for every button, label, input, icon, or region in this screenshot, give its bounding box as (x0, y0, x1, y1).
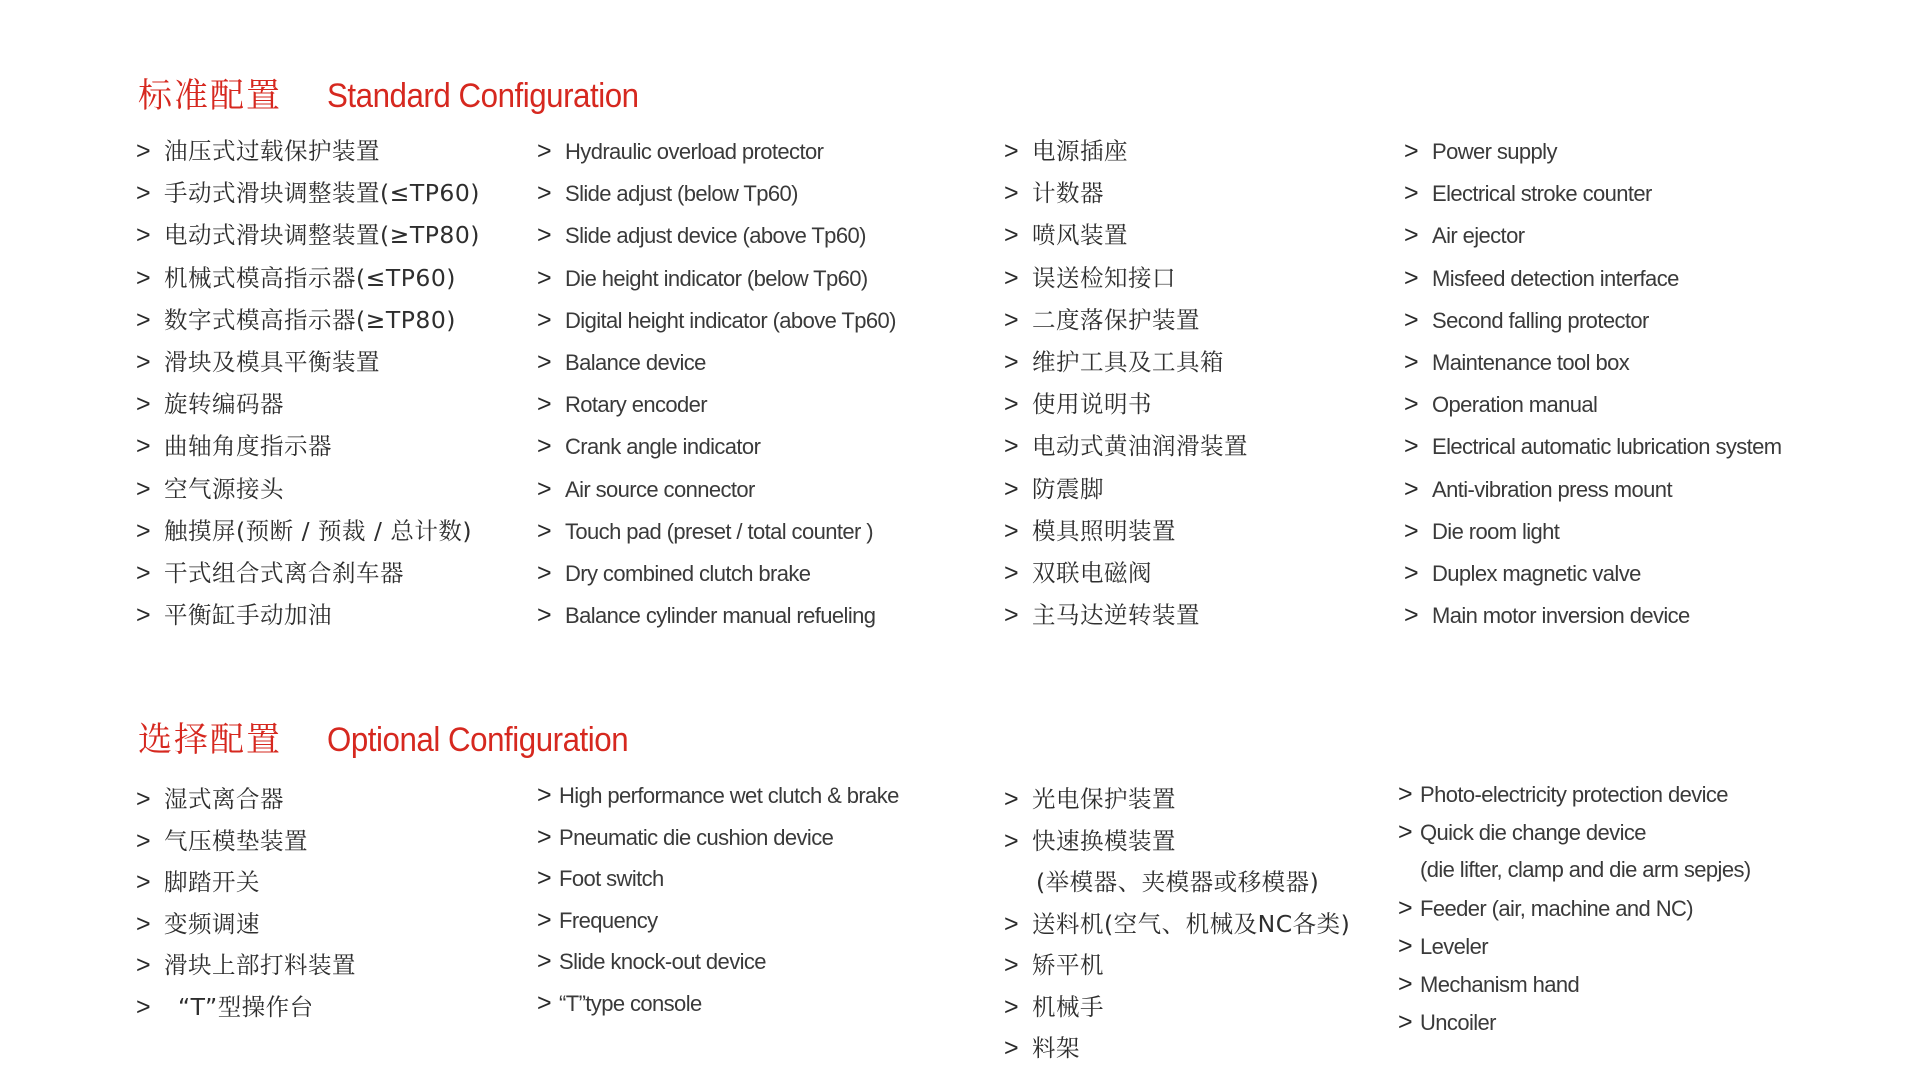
list-item: > 机械手 (1004, 987, 1350, 1029)
chevron-right-icon: > (537, 305, 552, 334)
list-item: > Misfeed detection interface (1404, 257, 1782, 299)
list-item: > Air source connector (537, 468, 896, 510)
chevron-right-icon: > (136, 137, 151, 165)
list-item: > Second falling protector (1404, 299, 1782, 341)
list-item: > Leveler (1398, 927, 1751, 965)
chevron-right-icon: > (1004, 992, 1019, 1021)
optional-title-en: Optional Configuration (327, 721, 629, 759)
chevron-right-icon: > (1004, 909, 1019, 938)
list-item: > 数字式模高指示器(≥TP80) (136, 299, 480, 341)
list-item: > Crank angle indicator (537, 425, 896, 467)
chevron-right-icon: > (1398, 970, 1413, 998)
list-item: > 喷风装置 (1004, 214, 1248, 256)
chevron-right-icon: > (1404, 558, 1419, 587)
chevron-right-icon: > (1398, 780, 1413, 808)
optional-list-col3-zh (1004, 779, 1350, 1070)
chevron-right-icon: > (136, 305, 151, 334)
chevron-right-icon: > (1404, 137, 1419, 165)
standard-list-col1-zh (136, 130, 480, 636)
chevron-right-icon: > (1004, 347, 1019, 376)
list-item: > 计数器 (1004, 172, 1248, 214)
chevron-right-icon: > (1004, 1034, 1019, 1062)
chevron-right-icon: > (1004, 179, 1019, 208)
list-item: > 气压模垫装置 (136, 821, 356, 863)
chevron-right-icon: > (1004, 305, 1019, 334)
chevron-right-icon: > (1004, 390, 1019, 419)
list-item: > 手动式滑块调整装置(≤TP60) (136, 172, 480, 214)
standard-list-col4-en (1404, 130, 1782, 636)
chevron-right-icon: > (1398, 818, 1413, 846)
chevron-right-icon: > (1004, 951, 1019, 979)
list-item: (举模器、夹模器或移模器) (1036, 868, 1320, 896)
list-item: > 滑块及模具平衡装置 (136, 341, 480, 383)
chevron-right-icon: > (537, 347, 552, 376)
chevron-right-icon: > (1404, 390, 1419, 419)
chevron-right-icon: > (136, 432, 151, 461)
chevron-right-icon: > (136, 474, 151, 503)
list-item: > Feeder (air, machine and NC) (1398, 889, 1751, 927)
chevron-right-icon: > (1004, 516, 1019, 545)
optional-title-zh: 选择配置 (138, 720, 282, 760)
chevron-right-icon: > (537, 432, 552, 461)
list-item: > 电动式黄油润滑装置 (1004, 425, 1248, 467)
list-item: > Quick die change device (1398, 813, 1751, 851)
chevron-right-icon: > (537, 474, 552, 503)
chevron-right-icon: > (136, 601, 151, 630)
list-item: > 触摸屏(预断 / 预裁 / 总计数) (136, 510, 480, 552)
chevron-right-icon: > (136, 868, 151, 896)
chevron-right-icon: > (537, 390, 552, 419)
list-item: > 脚踏开关 (136, 862, 356, 904)
chevron-right-icon: > (537, 221, 552, 250)
list-item: > Operation manual (1404, 383, 1782, 425)
list-item: > Slide adjust (below Tp60) (537, 172, 896, 214)
standard-list-col3-zh (1004, 130, 1248, 636)
list-item: > 曲轴角度指示器 (136, 425, 480, 467)
list-item: > “T”type console (537, 983, 899, 1025)
list-item: > Main motor inversion device (1404, 594, 1782, 636)
chevron-right-icon: > (1398, 1008, 1413, 1036)
chevron-right-icon: > (136, 826, 151, 855)
list-item: (die lifter, clamp and die arm sepjes) (1420, 857, 1751, 882)
list-item: > Maintenance tool box (1404, 341, 1782, 383)
chevron-right-icon: > (1004, 826, 1019, 855)
chevron-right-icon: > (1004, 263, 1019, 292)
list-item: > 空气源接头 (136, 468, 480, 510)
list-item: > Rotary encoder (537, 383, 896, 425)
chevron-right-icon: > (537, 179, 552, 208)
list-item: > 主马达逆转装置 (1004, 594, 1248, 636)
standard-title-en: Standard Configuration (327, 77, 639, 115)
chevron-right-icon: > (537, 905, 552, 934)
list-item: > 维护工具及工具箱 (1004, 341, 1248, 383)
list-item: > 变频调速 (136, 904, 356, 946)
chevron-right-icon: > (136, 909, 151, 938)
chevron-right-icon: > (537, 263, 552, 292)
list-item: > Frequency (537, 900, 899, 942)
list-item: > Hydraulic overload protector (537, 130, 896, 172)
list-item: > Slide knock-out device (537, 941, 899, 983)
chevron-right-icon: > (1404, 516, 1419, 545)
chevron-right-icon: > (1404, 179, 1419, 208)
list-item: > High performance wet clutch & brake (537, 775, 899, 817)
list-item: > 二度落保护装置 (1004, 299, 1248, 341)
chevron-right-icon: > (1004, 137, 1019, 165)
list-item: > Power supply (1404, 130, 1782, 172)
chevron-right-icon: > (537, 822, 552, 851)
optional-list-col4-en (1398, 775, 1751, 1041)
list-item: > Mechanism hand (1398, 965, 1751, 1003)
chevron-right-icon: > (136, 785, 151, 813)
list-item: > 料架 (1004, 1028, 1350, 1070)
optional-list-col2-en (537, 775, 899, 1024)
list-item: > 油压式过载保护装置 (136, 130, 480, 172)
list-item: > Die height indicator (below Tp60) (537, 257, 896, 299)
list-item: > 使用说明书 (1004, 383, 1248, 425)
list-item: > Slide adjust device (above Tp60) (537, 214, 896, 256)
chevron-right-icon: > (537, 601, 552, 630)
chevron-right-icon: > (1404, 432, 1419, 461)
list-item: > 湿式离合器 (136, 779, 356, 821)
chevron-right-icon: > (1004, 785, 1019, 813)
chevron-right-icon: > (1004, 558, 1019, 587)
list-item: > 模具照明装置 (1004, 510, 1248, 552)
chevron-right-icon: > (1404, 474, 1419, 503)
list-item: > Uncoiler (1398, 1003, 1751, 1041)
list-item: > 平衡缸手动加油 (136, 594, 480, 636)
chevron-right-icon: > (136, 263, 151, 292)
list-item: > Air ejector (1404, 214, 1782, 256)
list-item: > Foot switch (537, 858, 899, 900)
list-item: > Dry combined clutch brake (537, 552, 896, 594)
chevron-right-icon: > (1404, 305, 1419, 334)
list-item: > Touch pad (preset / total counter ) (537, 510, 896, 552)
chevron-right-icon: > (1004, 221, 1019, 250)
chevron-right-icon: > (1404, 263, 1419, 292)
chevron-right-icon: > (1004, 432, 1019, 461)
list-item: > Duplex magnetic valve (1404, 552, 1782, 594)
chevron-right-icon: > (537, 516, 552, 545)
list-item: > 防震脚 (1004, 468, 1248, 510)
standard-config-title (138, 68, 666, 117)
list-item: > 电动式滑块调整装置(≥TP80) (136, 214, 480, 256)
chevron-right-icon: > (136, 992, 151, 1021)
optional-config-title (138, 712, 654, 761)
list-item: > Balance device (537, 341, 896, 383)
standard-title-zh: 标准配置 (138, 76, 282, 116)
list-item: > 电源插座 (1004, 130, 1248, 172)
list-item: > Photo-electricity protection device (1398, 775, 1751, 813)
list-item: > 快速换模装置 (1004, 821, 1350, 863)
chevron-right-icon: > (1398, 894, 1413, 922)
list-item: > 矫平机 (1004, 945, 1350, 987)
list-item: > 机械式模高指示器(≤TP60) (136, 257, 480, 299)
chevron-right-icon: > (136, 221, 151, 250)
chevron-right-icon: > (136, 516, 151, 545)
chevron-right-icon: > (1398, 932, 1413, 960)
chevron-right-icon: > (1404, 601, 1419, 630)
chevron-right-icon: > (1004, 474, 1019, 503)
list-item: > Anti-vibration press mount (1404, 468, 1782, 510)
list-item: > Electrical stroke counter (1404, 172, 1782, 214)
list-item: > 旋转编码器 (136, 383, 480, 425)
list-item: > 干式组合式离合刹车器 (136, 552, 480, 594)
optional-list-col1-zh (136, 779, 356, 1028)
chevron-right-icon: > (136, 179, 151, 208)
chevron-right-icon: > (136, 951, 151, 979)
chevron-right-icon: > (537, 864, 552, 892)
list-item: > Balance cylinder manual refueling (537, 594, 896, 636)
list-item: > 误送检知接口 (1004, 257, 1248, 299)
chevron-right-icon: > (136, 347, 151, 376)
list-item: > Die room light (1404, 510, 1782, 552)
list-item: > “T”型操作台 (136, 987, 356, 1029)
standard-list-col2-en (537, 130, 896, 636)
list-item: > 送料机(空气、机械及NC各类) (1004, 904, 1350, 946)
list-item: > Pneumatic die cushion device (537, 817, 899, 859)
chevron-right-icon: > (136, 558, 151, 587)
chevron-right-icon: > (537, 947, 552, 975)
list-item: > 滑块上部打料装置 (136, 945, 356, 987)
chevron-right-icon: > (537, 558, 552, 587)
chevron-right-icon: > (537, 781, 552, 809)
list-item: > Electrical automatic lubrication system (1404, 425, 1782, 467)
chevron-right-icon: > (537, 988, 552, 1017)
list-item: > 双联电磁阀 (1004, 552, 1248, 594)
chevron-right-icon: > (136, 390, 151, 419)
list-item: > 光电保护装置 (1004, 779, 1350, 821)
chevron-right-icon: > (1404, 347, 1419, 376)
chevron-right-icon: > (537, 137, 552, 165)
list-item: > Digital height indicator (above Tp60) (537, 299, 896, 341)
chevron-right-icon: > (1004, 601, 1019, 630)
chevron-right-icon: > (1404, 221, 1419, 250)
